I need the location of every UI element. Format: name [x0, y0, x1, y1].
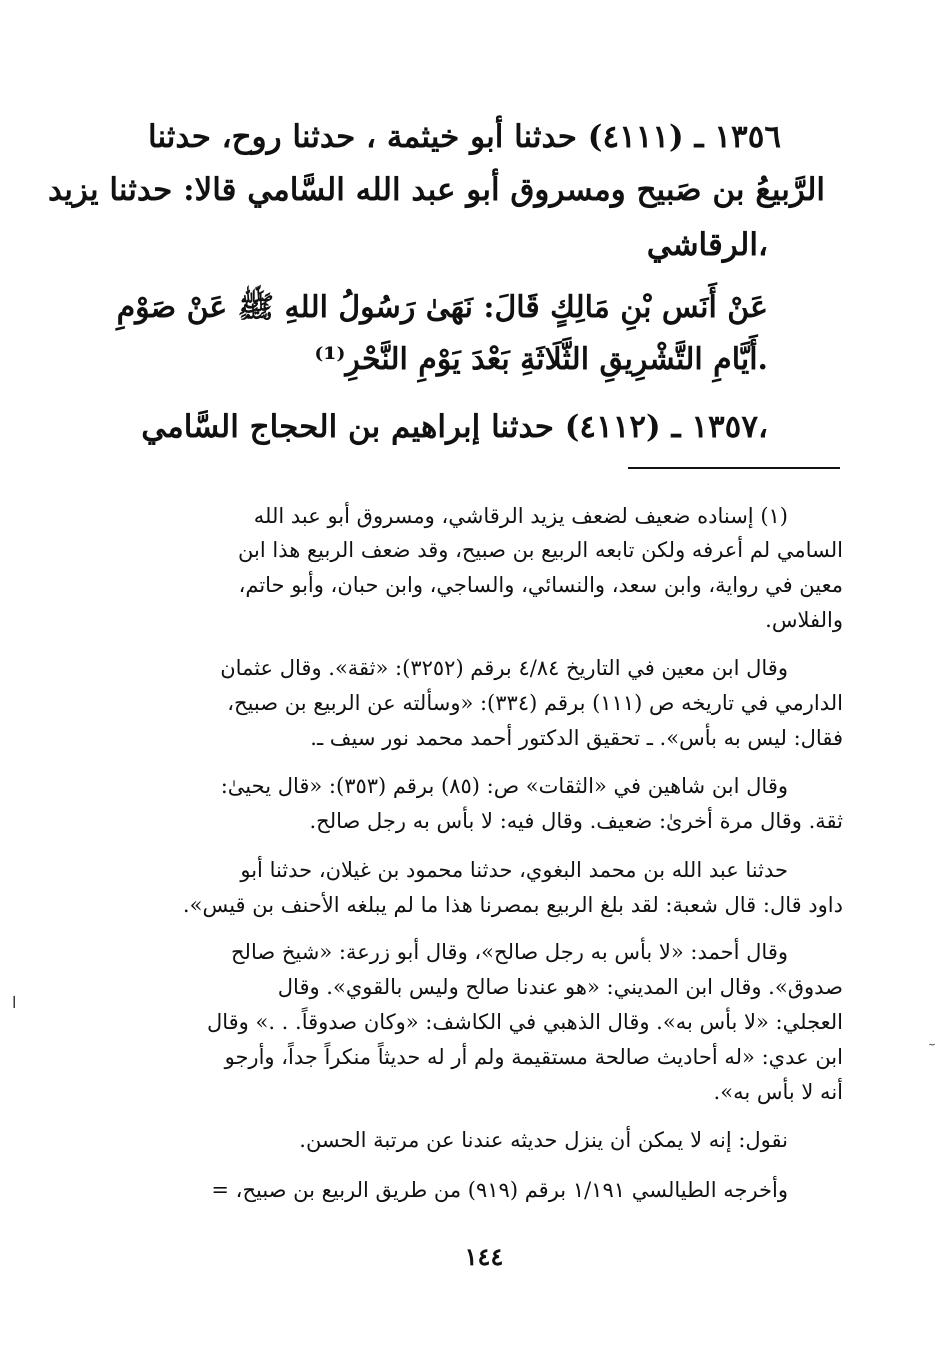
footnote-line-15: ابن عدي: «له أحاديث صالحة مستقيمة ولم أر له حديثاً منكراً جداً، وأرجو [224, 1045, 843, 1069]
footnote-line-5: وقال ابن معين في التاريخ ٤/٨٤ برقم (٣٢٥٢): «ثقة». وقال عثمان [220, 656, 788, 680]
hadith-1356-line-3: الرقاشي، [646, 227, 768, 263]
footnote-line-1: (١) إسناده ضعيف لضعف يزيد الرقاشي، ومسروق أبو عبد الله [253, 504, 788, 528]
footnote-line-16: أنه لا بأس به». [713, 1080, 843, 1104]
margin-mark-left: ا [12, 993, 17, 1012]
matn-line-2: أَيَّامِ التَّشْرِيقِ الثَّلَاثَةِ بَعْدَ يَوْمِ النَّحْرِ⁽¹⁾. [314, 342, 768, 377]
footnote-line-6: الدارمي في تاريخه ص (١١١) برقم (٣٣٤): «وسألته عن الربيع بن صبيح، [227, 691, 843, 715]
footnote-line-2: السامي لم أعرفه ولكن تابعه الربيع بن صبيح، وقد ضعف الربيع هذا ابن [238, 538, 843, 562]
footnote-line-8: وقال ابن شاهين في «الثقات» ص: (٨٥) برقم (٣٥٣): «قال يحيىٰ: [220, 774, 788, 798]
footnote-line-3: معين في رواية، وابن سعد، والنسائي، والساجي، وابن حبان، وأبو حاتم، [238, 573, 843, 597]
footnote-line-12: وقال أحمد: «لا بأس به رجل صالح»، وقال أبو زرعة: «شيخ صالح [231, 940, 788, 964]
matn-line-1: عَنْ أَنَس بْنِ مَالِكٍ قَالَ: نَهَىٰ رَسُولُ اللهِ ﷺ عَنْ صَوْمِ [116, 290, 768, 325]
footnote-line-17: نقول: إنه لا يمكن أن ينزل حديثه عندنا عن مرتبة الحسن. [299, 1128, 788, 1152]
footnote-line-7: فقال: ليس به بأس». ـ تحقيق الدكتور أحمد محمد نور سيف ـ. [310, 726, 843, 750]
hadith-1356-line-2: الرَّبيعُ بن صَبيح ومسروق أبو عبد الله السَّامي قالا: حدثنا يزيد [48, 172, 825, 208]
footnote-line-9: ثقة. وقال مرة أخرىٰ: ضعيف. وقال فيه: لا بأس به رجل صالح. [309, 809, 843, 833]
footnote-line-18: وأخرجه الطيالسي ١/١٩١ برقم (٩١٩) من طريق الربيع بن صبيح، = [211, 1178, 788, 1202]
hadith-1356-line-1: ١٣٥٦ ـ (٤١١١) حدثنا أبو خيثمة ، حدثنا روح، حدثنا [148, 119, 781, 155]
hadith-1357-line-1: ١٣٥٧ ـ (٤١١٢) حدثنا إبراهيم بن الحجاج السَّامي، [141, 409, 768, 445]
footnote-line-11: داود قال: قال شعبة: لقد بلغ الربيع بمصرنا هذا ما لم يبلغه الأحنف بن قيس». [182, 893, 843, 917]
footnote-line-14: العجلي: «لا بأس به». وقال الذهبي في الكاشف: «وكان صدوقاً. . .» وقال [206, 1010, 843, 1034]
page-number: ١٤٤ [464, 1242, 504, 1271]
footnote-line-10: حدثنا عبد الله بن محمد البغوي، حدثنا محمود بن غيلان، حدثنا أبو [240, 858, 788, 882]
footnote-separator [628, 467, 840, 469]
footnote-line-4: والفلاس. [765, 608, 843, 632]
footnote-line-13: صدوق». وقال ابن المديني: «هو عندنا صالح وليس بالقوي». وقال [277, 975, 843, 999]
